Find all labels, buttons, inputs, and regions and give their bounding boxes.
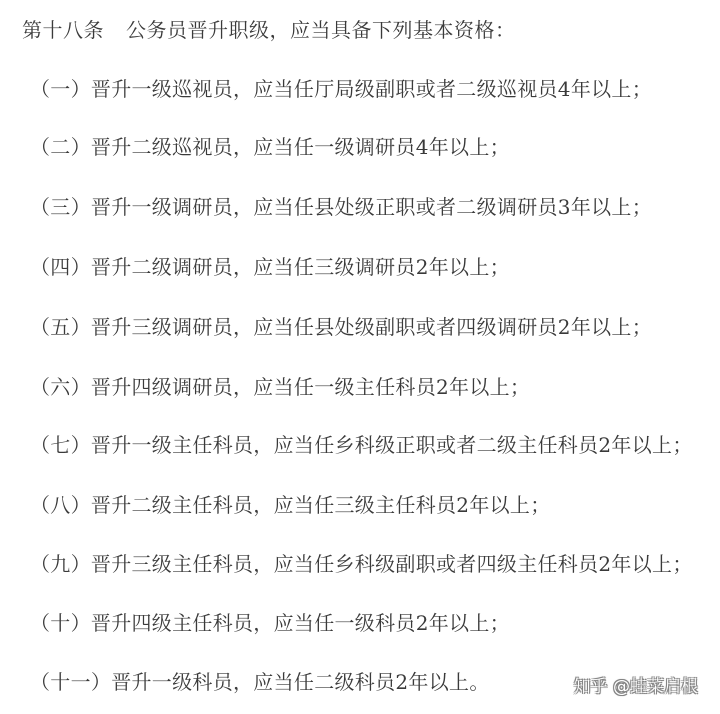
list-item: （六）晋升四级调研员，应当任一级主任科员2年以上；: [30, 375, 531, 399]
list-item: （四）晋升二级调研员，应当任三级调研员2年以上；: [30, 255, 510, 279]
list-item: （三）晋升一级调研员，应当任县处级正职或者二级调研员3年以上；: [30, 195, 653, 219]
list-item: （一）晋升一级巡视员，应当任厅局级副职或者二级巡视员4年以上；: [30, 77, 653, 101]
list-item: （五）晋升三级调研员，应当任县处级副职或者四级调研员2年以上；: [30, 315, 653, 339]
list-item: （二）晋升二级巡视员，应当任一级调研员4年以上；: [30, 135, 510, 159]
list-item: （十一）晋升一级科员，应当任二级科员2年以上。: [30, 670, 490, 694]
article-text: 公务员晋升职级，应当具备下列基本资格：: [126, 18, 516, 42]
list-item: （七）晋升一级主任科员，应当任乡科级正职或者二级主任科员2年以上；: [30, 433, 693, 457]
zhihu-watermark: 知乎 @蛙菜启根: [573, 677, 698, 697]
article-number: 第十八条: [22, 18, 104, 42]
list-item: （八）晋升二级主任科员，应当任三级主任科员2年以上；: [30, 493, 551, 517]
list-item: （九）晋升三级主任科员，应当任乡科级副职或者四级主任科员2年以上；: [30, 552, 693, 576]
list-item: （十）晋升四级主任科员，应当任一级科员2年以上；: [30, 611, 510, 635]
